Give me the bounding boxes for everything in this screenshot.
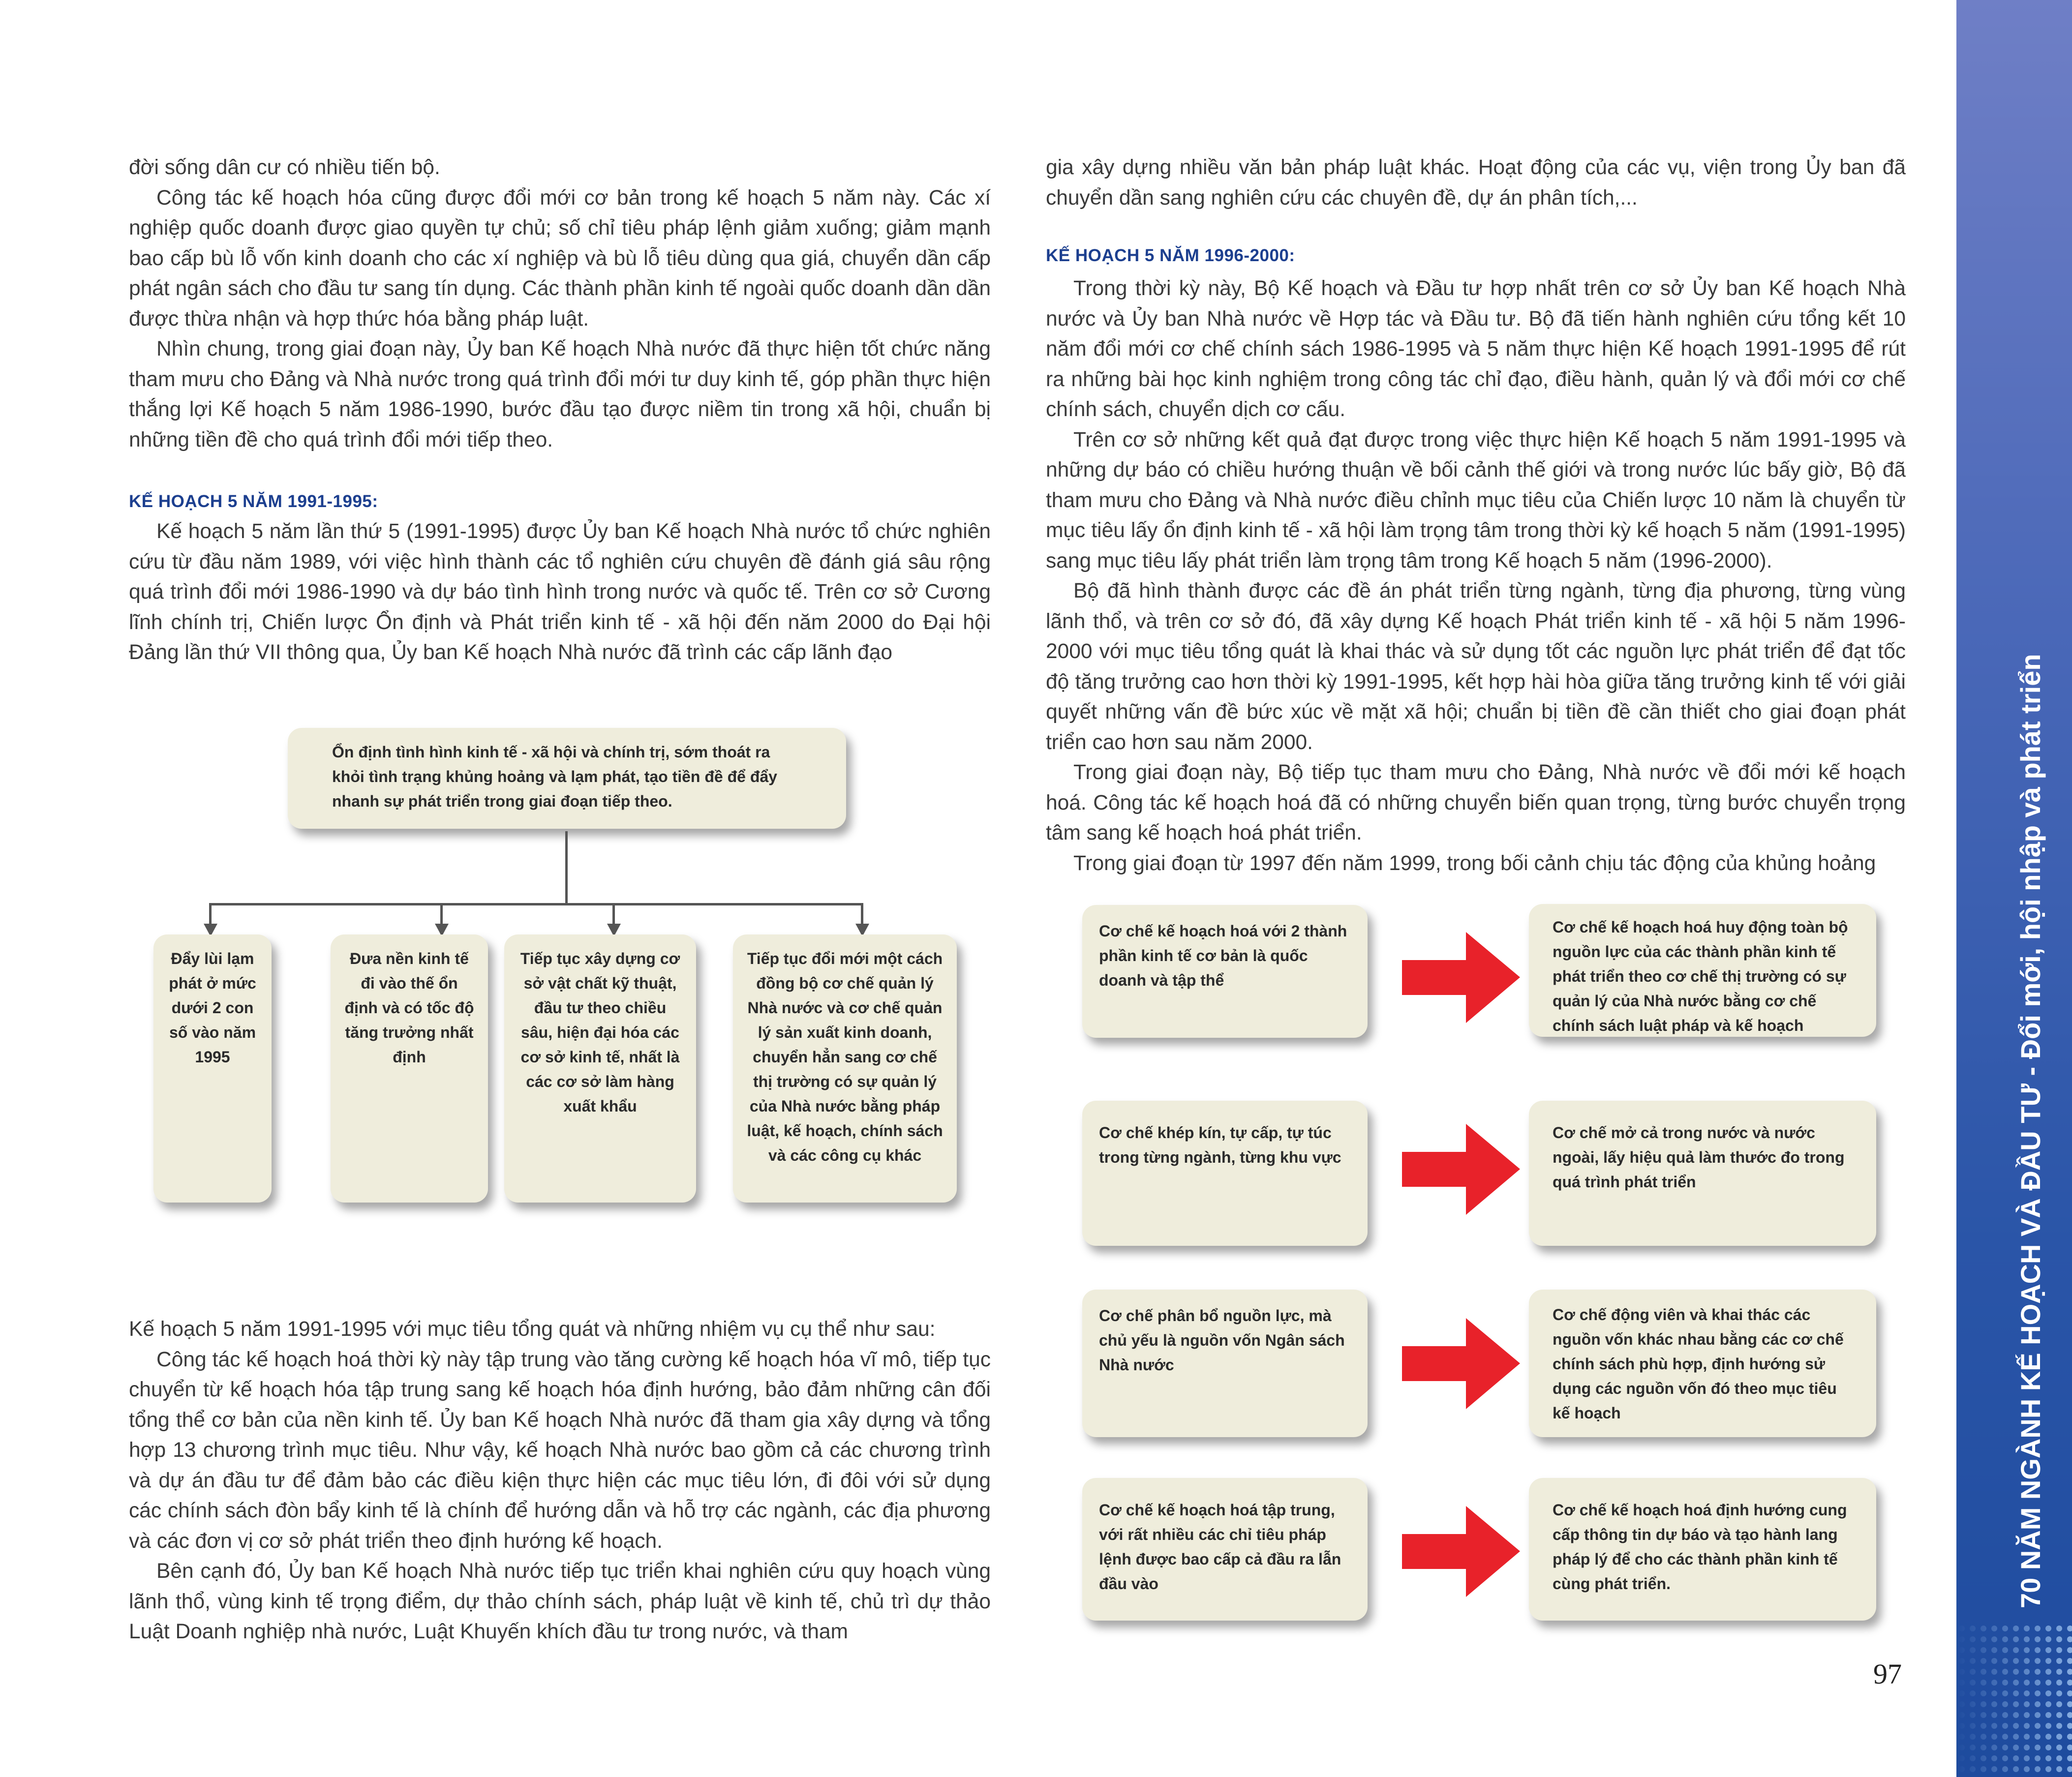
right-arrow-icon: [1402, 1506, 1520, 1597]
tree-child-box: [331, 934, 488, 1203]
tree-drop-line: [440, 903, 443, 927]
tree-trunk-line: [565, 831, 568, 904]
paragraph: đời sống dân cư có nhiều tiến bộ.: [129, 156, 440, 179]
right-arrow-icon: [1402, 932, 1520, 1023]
paragraph: Công tác kế hoạch hóa cũng được đổi mới cơ bản trong kế hoạch 5 năm này. Các xí nghiệp quốc doanh được giao quyền tự chủ; số chỉ tiêu pháp lệnh giảm xuống; giảm mạnh bao cấp bù lỗ vốn kinh doanh cho các xí nghiệp và bù lỗ tiêu dùng qua giá, chuyển dần cấp phát ngân sách cho đầu tư sang tín dụng. Các thành phần kinh tế ngoài quốc doanh dần dần được thừa nhận và hợp thức hóa bằng pháp luật.: [129, 186, 991, 331]
paragraph: gia xây dựng nhiều văn bản pháp luật khác. Hoạt động của các vụ, viện trong Ủy ban đã chuyển dần sang nghiên cứu các chuyên đề, dự án phân tích,...: [1046, 156, 1906, 210]
paragraph: Trong thời kỳ này, Bộ Kế hoạch và Đầu tư hợp nhất trên cơ sở Ủy ban Kế hoạch Nhà nước và Ủy ban Nhà nước về Hợp tác và Đầu tư. Bộ đã tiến hành nghiên cứu tổng kết 10 năm đổi mới cơ chế chính sách 1986-1995 và 5 năm thực hiện Kế hoạch 1991-1995 để rút ra những bài học kinh nghiệm trong công tác chỉ đạo, điều hành, quản lý và đổi mới cơ chế chính sách, chuyển dịch cơ cấu.: [1046, 277, 1906, 421]
side-title: 70 NĂM NGÀNH KẾ HOẠCH VÀ ĐẦU TƯ - Đổi mới, hội nhập và phát triển: [2015, 654, 2046, 1608]
tree-drop-line: [612, 903, 615, 927]
old-mechanism-box: [1082, 1290, 1368, 1437]
tree-child-box: [504, 934, 696, 1203]
tree-branch-line: [209, 903, 863, 905]
tree-root-text: Ổn định tình hình kinh tế - xã hội và chính trị, sớm thoát ra khỏi tình trạng khủng hoảng và lạm phát, tạo tiền đề để đẩy nhanh sự phát triển trong giai đoạn tiếp theo.: [332, 743, 777, 810]
paragraph: Nhìn chung, trong giai đoạn này, Ủy ban Kế hoạch Nhà nước đã thực hiện tốt chức năng tham mưu cho Đảng và Nhà nước trong quá trình đổi mới tư duy kinh tế, góp phần thực hiện thắng lợi Kế hoạch 5 năm 1986-1990, bước đầu tạo được niềm tin trong xã hội, chuẩn bị những tiền đề cho quá trình đổi mới tiếp theo.: [129, 337, 991, 452]
tree-child-text: Tiếp tục đổi mới một cách đồng bộ cơ chế quản lý Nhà nước và cơ chế quản lý sản xuất kinh doanh, chuyển hẳn sang cơ chế thị trường có sự quản lý của Nhà nước bằng pháp luật, kế hoạch, chính sách và các công cụ khác: [747, 950, 943, 1164]
old-mechanism-box: [1082, 1101, 1368, 1246]
paragraph: Công tác kế hoạch hoá thời kỳ này tập trung vào tăng cường kế hoạch hóa vĩ mô, tiếp tục chuyển từ kế hoạch hóa tập trung sang kế hoạch hóa định hướng, bảo đảm những cân đối tổng thể cơ bản của nền kinh tế. Ủy ban Kế hoạch Nhà nước đã tham gia xây dựng và tổng hợp 13 chương trình mục tiêu. Như vậy, kế hoạch Nhà nước bao gồm cả các chương trình và dự án đầu tư để đảm bảo các điều kiện thực hiện các mục tiêu lớn, đi đôi với sử dụng các chính sách đòn bẩy kinh tế là chính để hướng dẫn và hỗ trợ các ngành, các địa phương và các đơn vị cơ sở phát triển theo định hướng kế hoạch.: [129, 1348, 991, 1553]
new-mechanism-text: Cơ chế kế hoạch hoá định hướng cung cấp thông tin dự báo và tạo hành lang pháp lý để cho các thành phần kinh tế cùng phát triển.: [1553, 1501, 1847, 1593]
old-mechanism-text: Cơ chế kế hoạch hoá tập trung, với rất nhiều các chỉ tiêu pháp lệnh được bao cấp cả đầu ra lẫn đầu vào: [1099, 1501, 1341, 1593]
right-arrow-icon: [1402, 1318, 1520, 1409]
tree-root-box: [288, 728, 846, 829]
paragraph: Kế hoạch 5 năm 1991-1995 với mục tiêu tổng quát và những nhiệm vụ cụ thể như sau:: [129, 1318, 936, 1341]
page-number: 97: [1873, 1658, 1902, 1690]
new-mechanism-text: Cơ chế kế hoạch hoá huy động toàn bộ nguồn lực của các thành phần kinh tế phát triển theo cơ chế thị trường có sự quản lý của Nhà nước bằng cơ chế chính sách luật pháp và kế hoạch: [1553, 918, 1848, 1034]
paragraph: Bộ đã hình thành được các đề án phát triển từng ngành, từng địa phương, từng vùng lãnh thổ, và trên cơ sở đó, đã xây dựng Kế hoạch Phát triển kinh tế - xã hội 5 năm 1996-2000 với mục tiêu tổng quát là khai thác và sử dụng tốt các nguồn lực phát triển để đạt tốc độ tăng trưởng cao hơn thời kỳ 1991-1995, kết hợp hài hòa giữa tăng trưởng kinh tế với giải quyết những vấn đề bức xúc về mặt xã hội; chuẩn bị tiền đề cần thiết cho giai đoạn phát triển cao hơn sau năm 2000.: [1046, 579, 1906, 754]
new-mechanism-text: Cơ chế động viên và khai thác các nguồn vốn khác nhau bằng các cơ chế chính sách phù hợp, định hướng sử dụng các nguồn vốn đó theo mục tiêu kế hoạch: [1553, 1306, 1844, 1422]
tree-child-text: Đưa nền kinh tế đi vào thế ổn định và có tốc độ tăng trưởng nhất định: [344, 950, 474, 1066]
old-mechanism-box: [1082, 1478, 1368, 1621]
section-heading-1991-1995: KẾ HOẠCH 5 NĂM 1991-1995:: [129, 492, 378, 511]
paragraph: Trong giai đoạn từ 1997 đến năm 1999, trong bối cảnh chịu tác động của khủng hoảng: [1073, 851, 1876, 875]
right-arrow-icon: [1402, 1124, 1520, 1215]
old-mechanism-box: [1082, 905, 1368, 1038]
tree-drop-line: [209, 903, 212, 927]
section-heading-1996-2000: KẾ HOẠCH 5 NĂM 1996-2000:: [1046, 246, 1295, 265]
new-mechanism-text: Cơ chế mở cả trong nước và nước ngoài, lấy hiệu quả làm thước đo trong quá trình phát triển: [1553, 1124, 1845, 1191]
tree-child-box: [733, 934, 957, 1203]
tree-child-box: [153, 934, 272, 1203]
left-text-block-2: [129, 516, 991, 668]
left-text-block-1: [129, 152, 991, 455]
old-mechanism-text: Cơ chế kế hoạch hoá với 2 thành phần kinh tế cơ bản là quốc doanh và tập thể: [1099, 922, 1347, 989]
tree-drop-line: [861, 903, 863, 927]
right-text-block-1: [1046, 152, 1906, 213]
new-mechanism-box: [1529, 904, 1876, 1037]
new-mechanism-box: [1529, 1101, 1876, 1246]
old-mechanism-text: Cơ chế khép kín, tự cấp, tự túc trong từng ngành, từng khu vực: [1099, 1124, 1341, 1166]
right-text-block-2: [1046, 273, 1906, 876]
new-mechanism-box: [1529, 1290, 1876, 1437]
tree-child-text: Đẩy lùi lạm phát ở mức dưới 2 con số vào năm 1995: [169, 950, 256, 1066]
new-mechanism-box: [1529, 1478, 1876, 1621]
paragraph: Trên cơ sở những kết quả đạt được trong việc thực hiện Kế hoạch 5 năm 1991-1995 và những dự báo có chiều hướng thuận về bối cảnh thế giới và trong nước lúc bấy giờ, Bộ đã tham mưu cho Đảng và Nhà nước điều chỉnh mục tiêu của Chiến lược 10 năm là chuyển từ mục tiêu lấy ổn định kinh tế - xã hội làm trọng tâm trong thời kỳ kế hoạch 5 năm (1991-1995) sang mục tiêu lấy phát triển làm trọng tâm trong Kế hoạch 5 năm (1996-2000).: [1046, 428, 1906, 572]
paragraph: Trong giai đoạn này, Bộ tiếp tục tham mưu cho Đảng, Nhà nước về đổi mới kế hoạch hoá. Công tác kế hoạch hoá đã có những chuyển biến quan trọng, từng bước chuyển trọng tâm sang kế hoạch hoá phát triển.: [1046, 761, 1906, 844]
paragraph: Kế hoạch 5 năm lần thứ 5 (1991-1995) được Ủy ban Kế hoạch Nhà nước tổ chức nghiên cứu từ đầu năm 1989, với việc hình thành các tổ nghiên cứu chuyên đề đánh giá sâu rộng quá trình đổi mới 1986-1990 và dự báo tình hình trong nước và quốc tế. Trên cơ sở Cương lĩnh chính trị, Chiến lược Ổn định và Phát triển kinh tế - xã hội đến năm 2000 do Đại hội Đảng lần thứ VII thông qua, Ủy ban Kế hoạch Nhà nước đã trình các cấp lãnh đạo: [129, 520, 991, 664]
old-mechanism-text: Cơ chế phân bổ nguồn lực, mà chủ yếu là nguồn vốn Ngân sách Nhà nước: [1099, 1307, 1345, 1374]
tree-child-text: Tiếp tục xây dựng cơ sở vật chất kỹ thuật, đầu tư theo chiều sâu, hiện đại hóa các cơ sở kinh tế, nhất là các cơ sở làm hàng xuất khẩu: [520, 950, 680, 1115]
dot-pattern-decoration: [1956, 1623, 2072, 1777]
left-text-block-3: [129, 1314, 991, 1647]
paragraph: Bên cạnh đó, Ủy ban Kế hoạch Nhà nước tiếp tục triển khai nghiên cứu quy hoạch vùng lãnh thổ, vùng kinh tế trọng điểm, dự thảo chính sách, pháp luật về kinh tế, chủ trì dự thảo Luật Doanh nghiệp nhà nước, Luật Khuyến khích đầu tư trong nước, và tham: [129, 1560, 991, 1643]
